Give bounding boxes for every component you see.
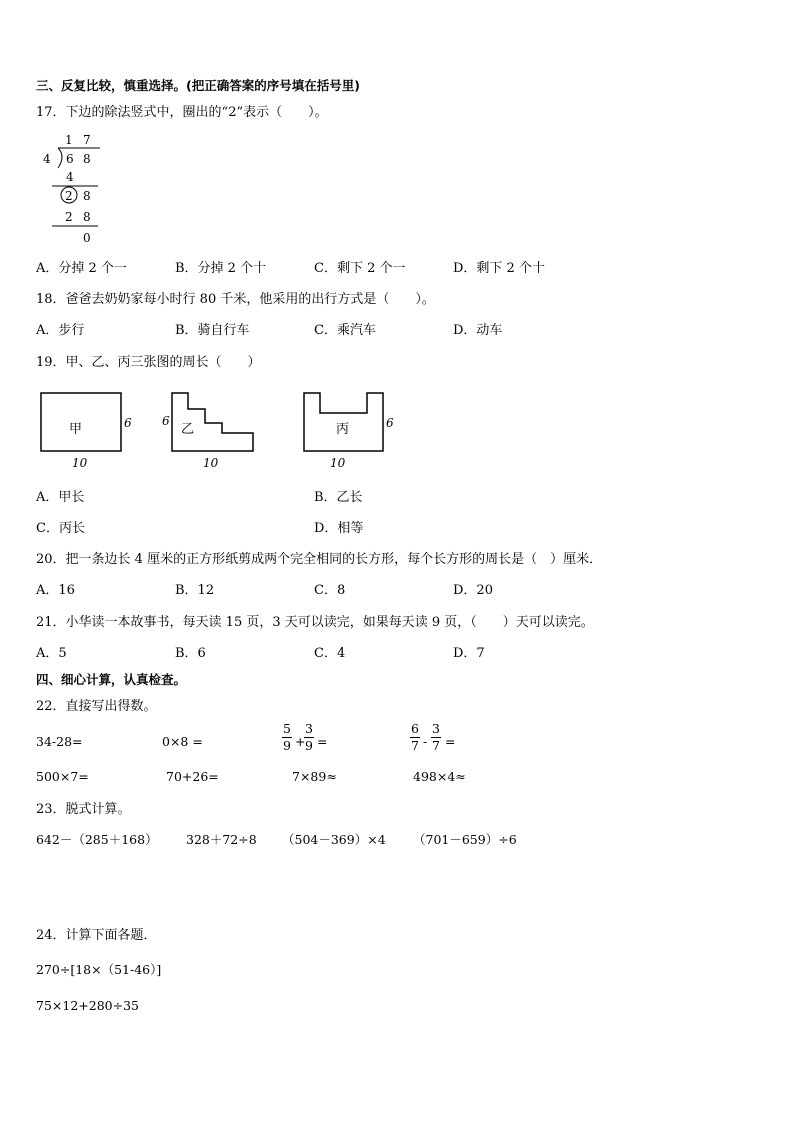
compute-2: 75×12+280÷35 — [36, 998, 139, 1013]
q21-option-b: B．6 — [175, 646, 206, 661]
calc-500x7: 500×7= — [36, 769, 89, 784]
perimeter-figures — [30, 385, 410, 475]
figure-jia-width: 10 — [72, 456, 88, 470]
question-19-stem: 19．甲、乙、丙三张图的周长（ ） — [36, 355, 261, 370]
figure-yi-height: 6 — [162, 414, 170, 428]
long-division — [36, 128, 116, 248]
quotient-digit-1: 1 — [65, 133, 73, 147]
q20-option-d: D．20 — [453, 583, 493, 598]
divisor: 4 — [43, 152, 51, 166]
q17-option-a: A．分掉 2 个一 — [36, 261, 127, 276]
figure-yi-width: 10 — [203, 456, 219, 470]
dividend-digit-1: 6 — [66, 152, 74, 166]
step-calc-4: （701－659）÷6 — [413, 832, 517, 847]
fraction-eq-2: = — [445, 734, 456, 749]
q21-option-c: C．4 — [314, 646, 346, 661]
question-21-stem: 21．小华读一本故事书，每天读 15 页，3 天可以读完，如果每天读 9 页，（ ）天可以读完。 — [36, 615, 594, 630]
remainder: 0 — [83, 231, 91, 245]
fraction-op-minus: - — [423, 734, 428, 749]
fraction-op-plus: + — [295, 734, 306, 749]
q19-option-c: C．丙长 — [36, 521, 85, 536]
calc-34-28: 34-28= — [36, 734, 83, 749]
q20-option-a: A．16 — [36, 583, 75, 598]
q20-option-b: B．12 — [175, 583, 215, 598]
figure-bing-height: 6 — [386, 416, 394, 430]
q19-option-a: A．甲长 — [36, 490, 85, 505]
calc-70+26: 70+26= — [166, 769, 219, 784]
section-3-title: 三、反复比较，慎重选择。(把正确答案的序号填在括号里) — [36, 78, 360, 93]
step-calc-1: 642－（285＋168） — [36, 832, 158, 847]
q18-option-a: A．步行 — [36, 323, 85, 338]
step-calc-2: 328＋72÷8 — [186, 832, 257, 847]
figure-bing-label: 丙 — [336, 422, 350, 437]
fraction-3-7: 3 7 — [432, 721, 440, 753]
step2-digit-1: 2 — [65, 189, 73, 203]
figure-jia-height: 6 — [124, 416, 132, 430]
q17-option-b: B．分掉 2 个十 — [175, 261, 267, 276]
fraction-eq-1: = — [317, 734, 328, 749]
section-4-title: 四、细心计算，认真检查。 — [36, 672, 187, 687]
figure-jia-label: 甲 — [69, 422, 83, 437]
fraction-5-9: 5 9 — [283, 721, 291, 753]
long-division-figure — [36, 128, 116, 248]
figure-yi-label: 乙 — [181, 422, 195, 437]
question-20-stem: 20．把一条边长 4 厘米的正方形纸剪成两个完全相同的长方形，每个长方形的周长是（ ）厘米． — [36, 552, 603, 567]
step3-digit-1: 2 — [65, 210, 73, 224]
calc-498x4: 498×4≈ — [413, 769, 466, 784]
step-calc-3: （504－369）×4 — [282, 832, 386, 847]
compute-1: 270÷[18×（51-46）] — [36, 962, 162, 977]
q19-option-d: D．相等 — [314, 521, 364, 536]
step3-digit-2: 8 — [83, 210, 91, 224]
question-24-stem: 24．计算下面各题． — [36, 928, 157, 943]
step1-product: 4 — [66, 170, 74, 184]
q18-option-c: C．乘汽车 — [314, 323, 376, 338]
dividend-digit-2: 8 — [83, 152, 91, 166]
q18-option-d: D．动车 — [453, 323, 503, 338]
figure-bing-width: 10 — [330, 456, 346, 470]
perimeter-figures-svg — [30, 385, 410, 475]
calc-0x8: 0×8 = — [162, 734, 203, 749]
q17-option-d: D．剩下 2 个十 — [453, 261, 545, 276]
q21-option-d: D．7 — [453, 646, 485, 661]
q17-option-c: C．剩下 2 个一 — [314, 261, 406, 276]
q19-option-b: B．乙长 — [314, 490, 363, 505]
fraction-3-9: 3 9 — [305, 721, 313, 753]
q18-option-b: B．骑自行车 — [175, 323, 250, 338]
question-17-stem: 17．下边的除法竖式中，圈出的“2”表示（ ）。 — [36, 105, 328, 120]
q20-option-c: C．8 — [314, 583, 346, 598]
question-22-stem: 22．直接写出得数。 — [36, 699, 157, 714]
q21-option-a: A．5 — [36, 646, 67, 661]
fraction-6-7: 6 7 — [411, 721, 419, 753]
calc-7x89: 7×89≈ — [292, 769, 337, 784]
step2-digit-2: 8 — [83, 189, 91, 203]
quotient-digit-2: 7 — [83, 133, 91, 147]
question-18-stem: 18．爸爸去奶奶家每小时行 80 千米，他采用的出行方式是（ ）。 — [36, 292, 435, 307]
question-23-stem: 23．脱式计算。 — [36, 802, 131, 817]
